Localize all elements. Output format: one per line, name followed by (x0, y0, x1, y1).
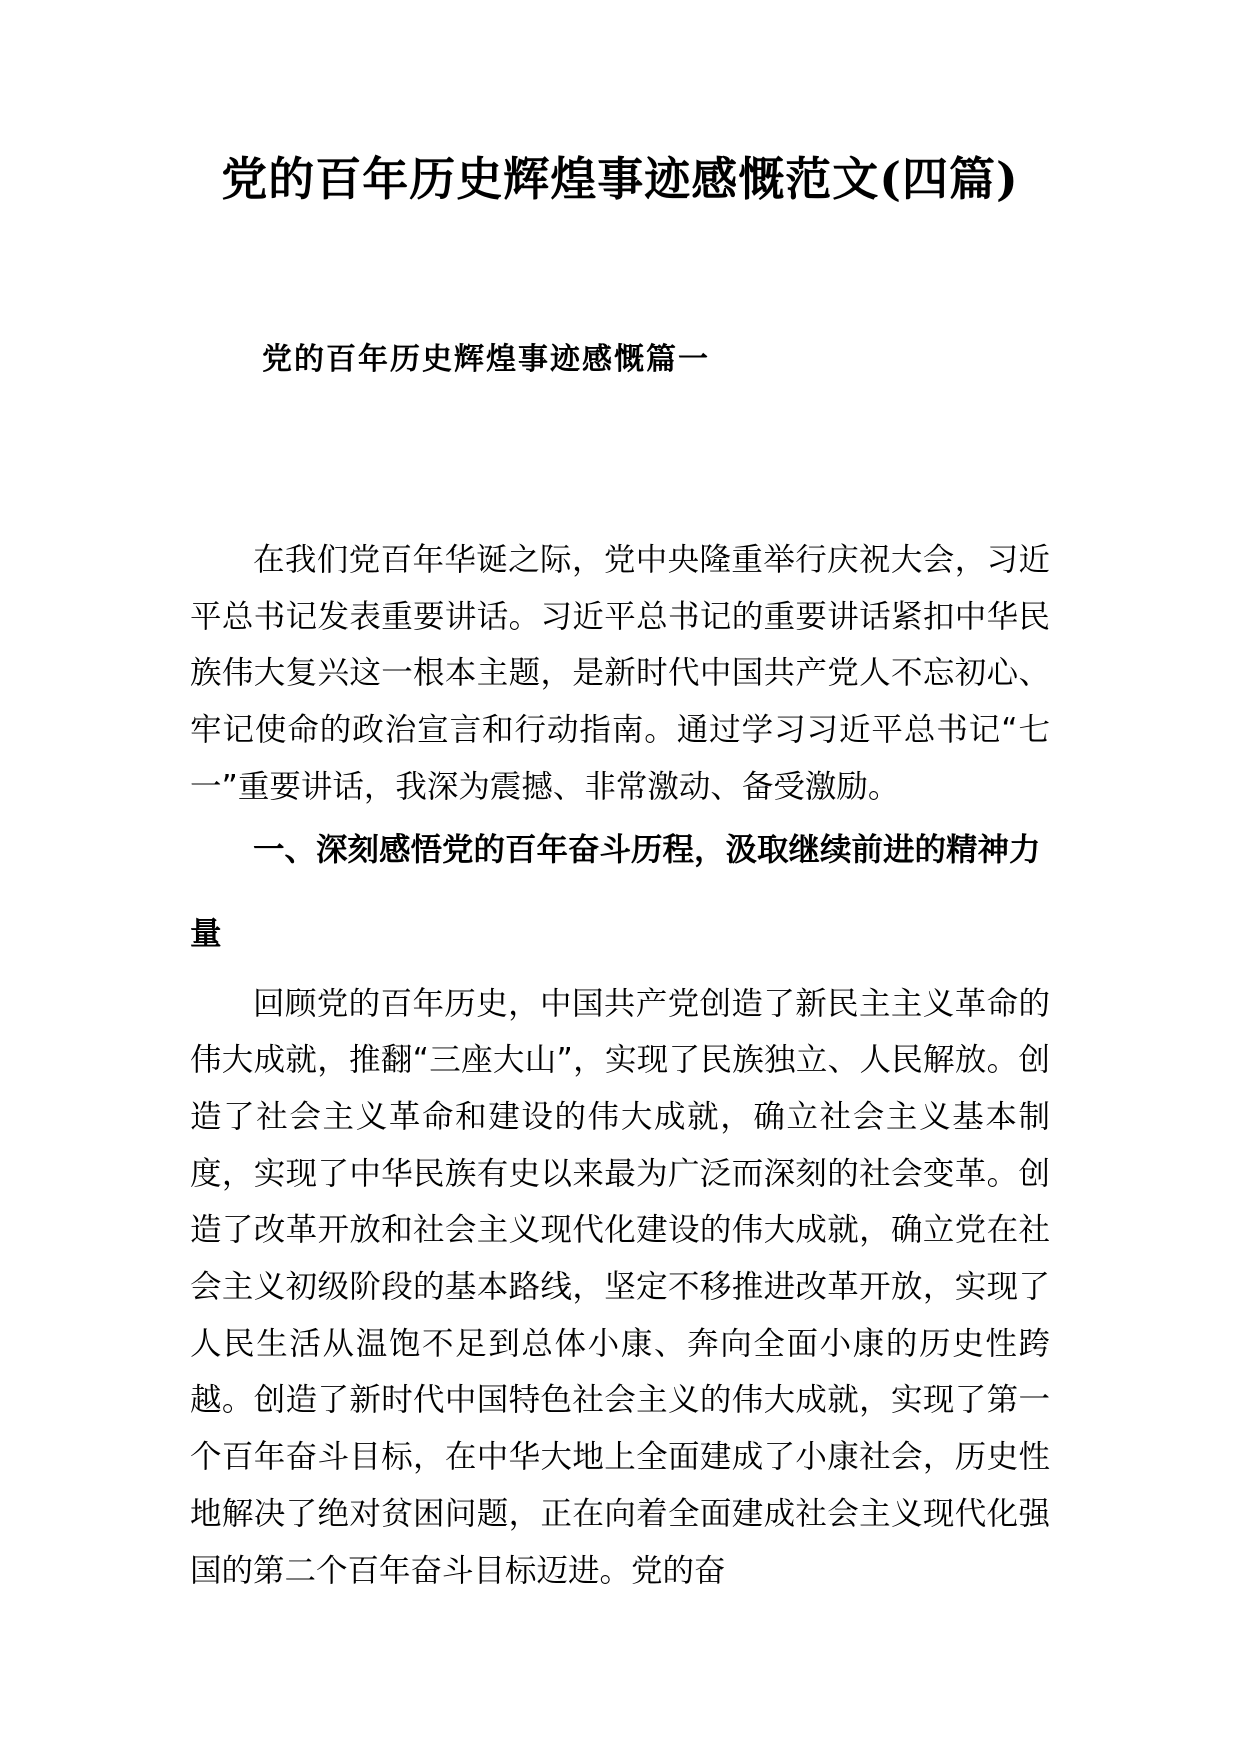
body-heading: 一、深刻感悟党的百年奋斗历程，汲取继续前进的精神力量 (190, 831, 1041, 952)
body-paragraph: 在我们党百年华诞之际，党中央隆重举行庆祝大会，习近平总书记发表重要讲话。习近平总书记的重要讲话紧扣中华民族伟大复兴这一根本主题，是新时代中国共产党人不忘初心、牢记使命的政治宣言和行动指南。通过学习习近平总书记“七一”重要讲话，我深为震撼、非常激动、备受激励。 (190, 542, 1050, 805)
document-body (190, 532, 1050, 1599)
body-paragraph: 回顾党的百年历史，中国共产党创造了新民主主义革命的伟大成就，推翻“三座大山”，实现了民族独立、人民解放。创造了社会主义革命和建设的伟大成就，确立社会主义基本制度，实现了中华民族有史以来最为广泛而深刻的社会变革。创造了改革开放和社会主义现代化建设的伟大成就，确立党在社会主义初级阶段的基本路线，坚定不移推进改革开放，实现了人民生活从温饱不足到总体小康、奔向全面小康的历史性跨越。创造了新时代中国特色社会主义的伟大成就，实现了第一个百年奋斗目标，在中华大地上全面建成了小康社会，历史性地解决了绝对贫困问题，正在向着全面建成社会主义现代化强国的第二个百年奋斗目标迈进。党的奋 (190, 985, 1050, 1589)
document-title: 党的百年历史辉煌事迹感慨范文(四篇) (221, 152, 1019, 206)
section-title: 党的百年历史辉煌事迹感慨篇一 (262, 342, 710, 377)
